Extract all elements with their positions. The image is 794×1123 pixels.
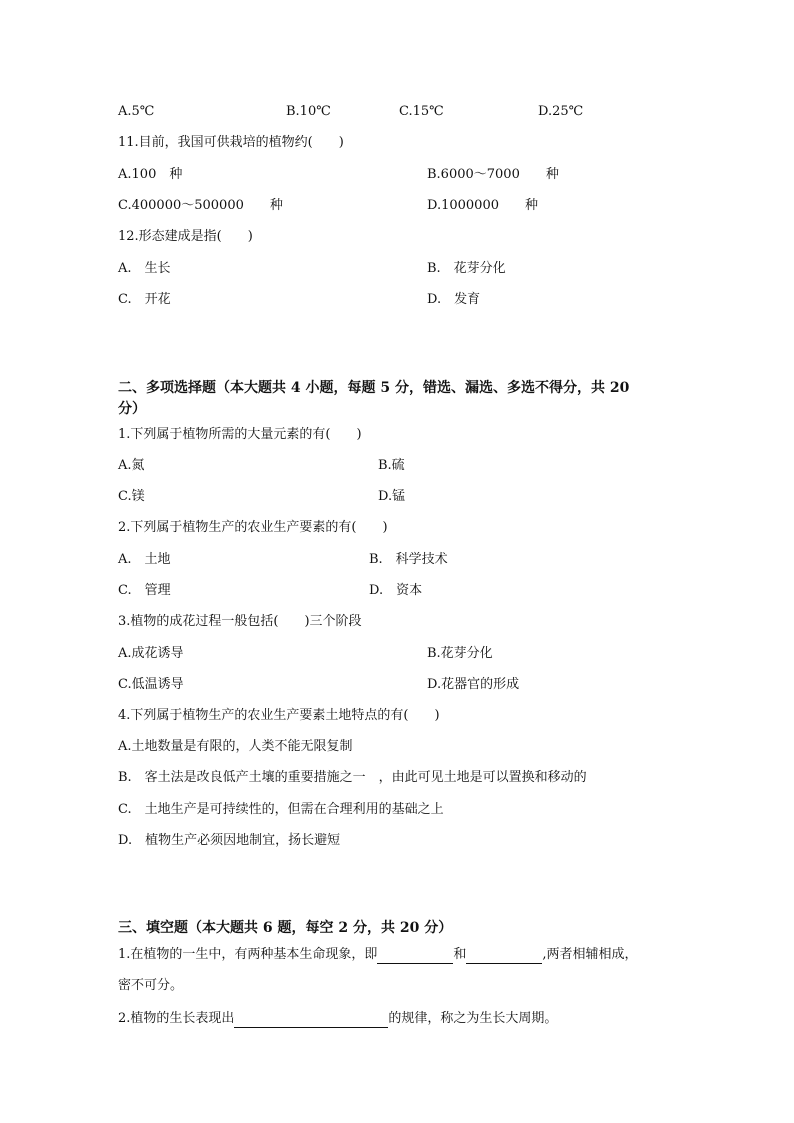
- q10-option-b: B.10℃: [286, 104, 331, 119]
- q11-option-c: C.400000～500000 种: [118, 198, 283, 213]
- s2-q4-stem: 4.下列属于植物生产的农业生产要素土地特点的有( ): [118, 708, 440, 723]
- section2-title-line2: 分）: [118, 401, 146, 417]
- s3-q1-line1: [118, 946, 638, 964]
- s2-q2-option-a: A. 土地: [118, 552, 171, 567]
- s2-q4-option-c: C. 土地生产是可持续性的，但需在合理利用的基础之上: [118, 802, 444, 817]
- q12-option-c: C. 开花: [118, 292, 171, 307]
- q12-option-d: D. 发育: [427, 292, 481, 307]
- s2-q1-option-d: D.锰: [378, 489, 406, 504]
- q11-option-a: A.100 种: [118, 167, 183, 182]
- s2-q4-option-a: A.土地数量是有限的，人类不能无限复制: [118, 739, 353, 754]
- s2-q1-option-b: B.硫: [378, 458, 405, 473]
- s3-q1-blank-2[interactable]: [466, 949, 542, 964]
- s2-q2-option-d: D. 资本: [369, 583, 423, 598]
- s3-q2-blank[interactable]: [234, 1013, 388, 1028]
- s2-q3-option-c: C.低温诱导: [118, 677, 184, 692]
- s3-q1-text-1: 1.在植物的一生中，有两种基本生命现象，即: [118, 947, 378, 962]
- s2-q3-option-a: A.成花诱导: [118, 646, 184, 661]
- s2-q2-option-b: B. 科学技术: [369, 552, 448, 567]
- q10-option-c: C.15℃: [399, 104, 444, 119]
- s3-q1-text-2: 和: [453, 947, 467, 962]
- s2-q4-option-d: D. 植物生产必须因地制宜，扬长避短: [118, 833, 341, 848]
- q12-option-b: B. 花芽分化: [427, 261, 506, 276]
- section2-title-line1: 二、多项选择题（本大题共 4 小题，每题 5 分，错选、漏选、多选不得分，共 20: [118, 380, 630, 396]
- s2-q2-stem: 2.下列属于植物生产的农业生产要素的有( ): [118, 520, 388, 535]
- s2-q3-stem: 3.植物的成花过程一般包括( )三个阶段: [118, 614, 362, 629]
- q12-option-a: A. 生长: [118, 261, 171, 276]
- s2-q4-option-b: B. 客土法是改良低产土壤的重要措施之一 ，由此可见土地是可以置换和移动的: [118, 770, 587, 785]
- s2-q1-option-a: A.氮: [118, 458, 145, 473]
- q11-stem: 11.目前，我国可供栽培的植物约( ): [118, 135, 344, 150]
- s2-q3-option-b: B.花芽分化: [427, 646, 493, 661]
- s3-q1-blank-1[interactable]: [377, 949, 453, 964]
- q10-option-a: A.5℃: [118, 104, 155, 119]
- q10-option-d: D.25℃: [538, 104, 584, 119]
- s2-q1-stem: 1.下列属于植物所需的大量元素的有( ): [118, 427, 362, 442]
- s3-q2-text-1: 2.植物的生长表现出: [118, 1011, 235, 1026]
- s3-q2-line: [118, 1010, 557, 1028]
- s3-q2-text-2: 的规律，称之为生长大周期。: [388, 1011, 558, 1026]
- section3-title: 三、填空题（本大题共 6 题，每空 2 分，共 20 分）: [118, 920, 453, 936]
- s2-q2-option-c: C. 管理: [118, 583, 171, 598]
- s2-q3-option-d: D.花器官的形成: [427, 677, 520, 692]
- s3-q1-line2: 密不可分。: [118, 978, 184, 993]
- q11-option-d: D.1000000 种: [427, 198, 538, 213]
- s3-q1-text-3: ,两者相辅相成，: [542, 947, 638, 962]
- q12-stem: 12.形态建成是指( ): [118, 229, 253, 244]
- s2-q1-option-c: C.镁: [118, 489, 145, 504]
- q11-option-b: B.6000～7000 种: [427, 167, 559, 182]
